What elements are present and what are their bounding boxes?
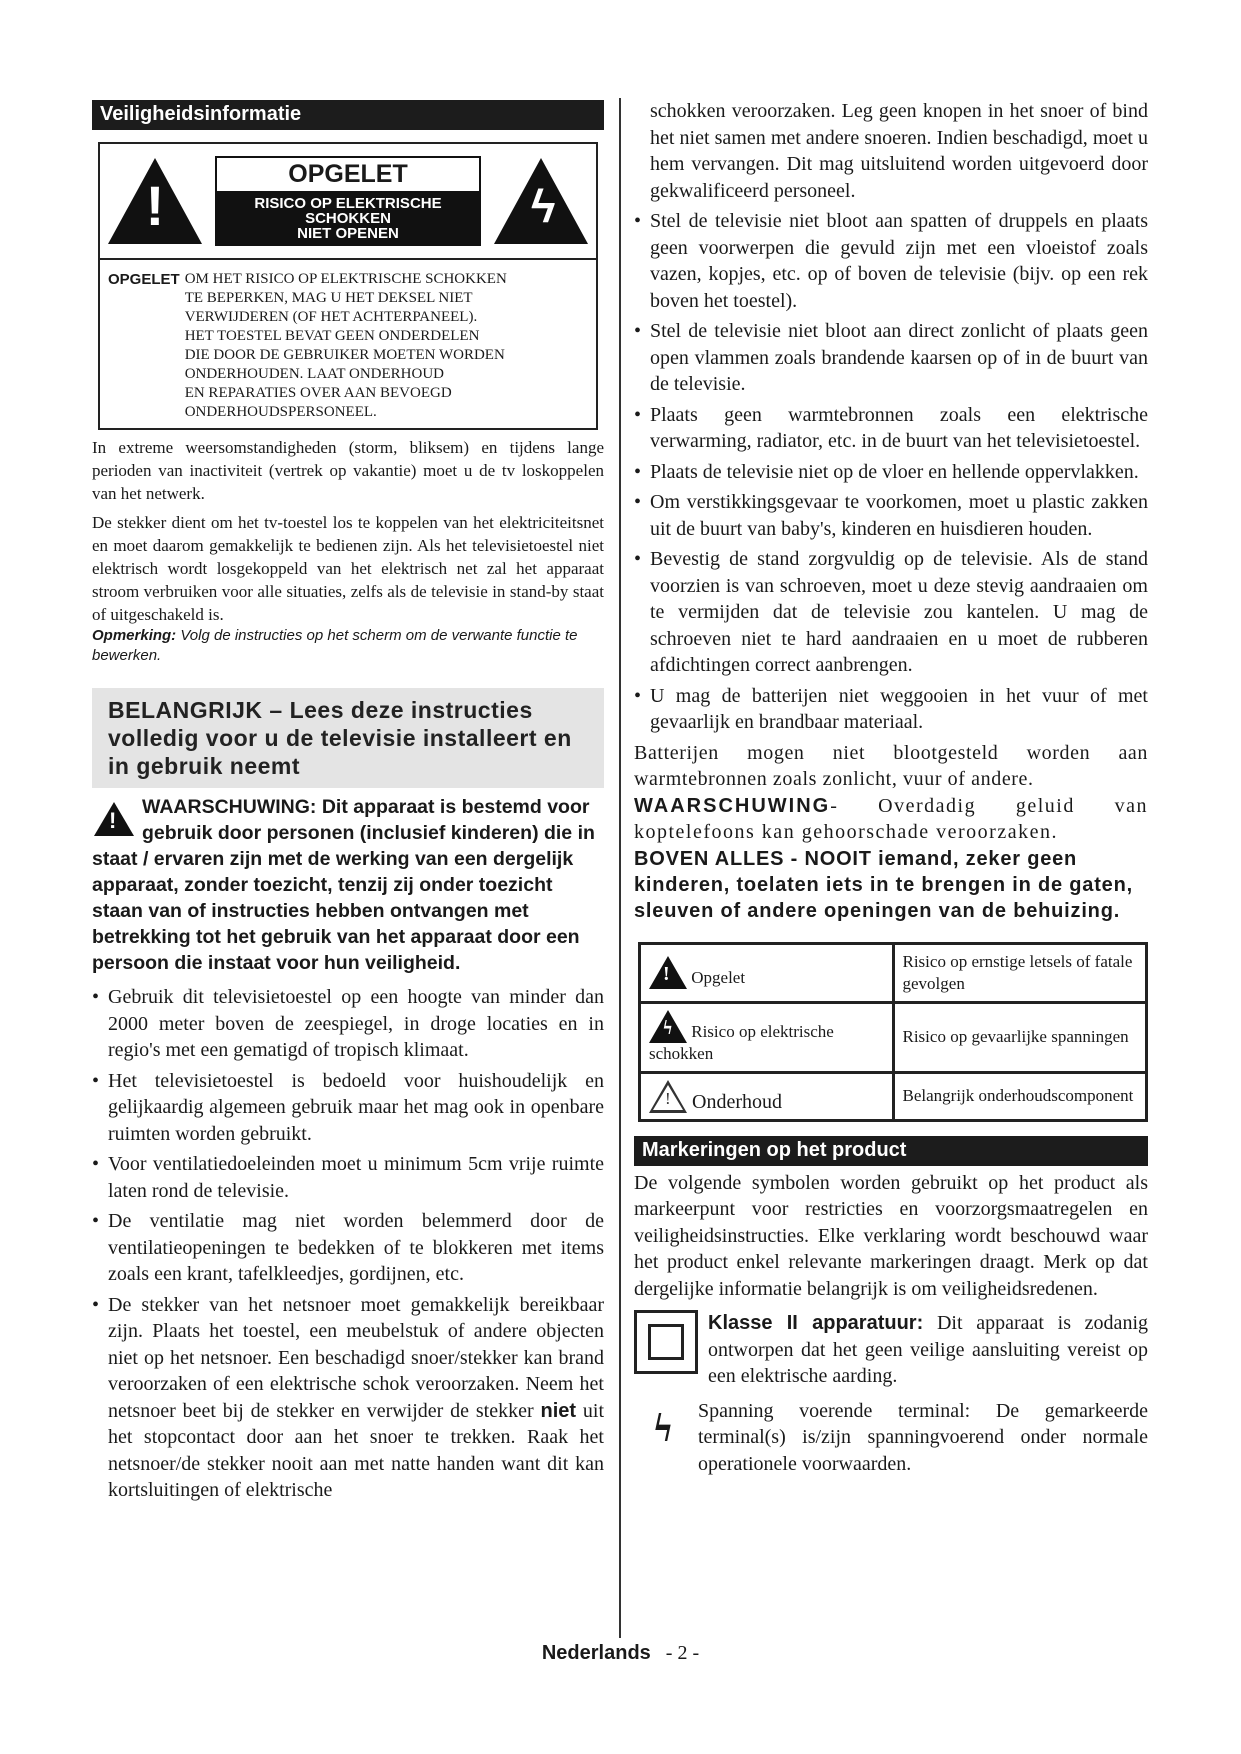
outline-warning-triangle-icon: ! <box>649 1080 687 1113</box>
caution-box: ! OPGELET RISICO OP ELEKTRISCHE SCHOKKEN NIET OPENEN ϟ OPGELET OM HET RISICO OP ELEKTRISCHE SCHOKKEN TE BEPERKEN, MAG U HET DEKSEL NIET VERWIJDEREN (OF HET ACHTERPANEEL). HET TOESTEL BEVAT GEEN ONDERDELEN DIE DOOR DE GEBRUIKER MOETEN WORDEN ONDERHOUDEN. LAAT ONDERHOUD EN REPARATIES OVER AAN BEVOEGD ONDERHOUDSPERSONEEL. <box>98 142 598 430</box>
symbol-table <box>638 942 1148 1122</box>
section-title-safety: Veiligheidsinformatie <box>92 100 604 130</box>
warning-paragraph: ! WAARSCHUWING: Dit apparaat is bestemd voor gebruik door personen (inclusief kinderen) die in staat / ervaren zijn met de werking van een dergelijk apparaat, zonder toezicht, tenzij zij onder toezicht staan van of instructies hebben ontvangen met betrekking tot het gebruik van het apparaat door een persoon die instaat voor hun veiligheid. <box>92 796 595 974</box>
list-item: • U mag de batterijen niet weggooien in het vuur of met gevaarlijk en brandbaar materiaal. <box>634 683 1148 736</box>
list-item: • Bevestig de stand zorgvuldig op de televisie. Als de stand voorzien is van schroeven, moet u deze stevig aandraaien om te vermijden dat de televisie zou kantelen. U mag de schroeven niet te hard aandraaien en u moet de rubberen afdichtingen correct aanbrengen. <box>634 546 1148 679</box>
caution-text: OM HET RISICO OP ELEKTRISCHE SCHOKKEN TE BEPERKEN, MAG U HET DEKSEL NIET VERWIJDEREN (OF HET ACHTERPANEEL). HET TOESTEL BEVAT GEEN ONDERDELEN DIE DOOR DE GEBRUIKER MOETEN WORDEN ONDERHOUDEN. LAAT ONDERHOUD EN REPARATIES OVER AAN BEVOEGD ONDERHOUDSPERSONEEL. <box>184 271 507 420</box>
lightning-bolt-icon: ϟ <box>653 1404 673 1450</box>
note: Opmerking: Volg de instructies op het scherm om de verwante functie te bewerken. <box>92 627 578 664</box>
double-square-icon <box>634 1310 698 1374</box>
paragraph: schokken veroorzaken. Leg geen knopen in het snoer of bind het niet samen met andere snoeren. Indien beschadigd, moet u hem vervangen. Dit mag uitsluitend worden uitgevoerd door gekwalificeerd personeel. <box>650 100 1148 202</box>
table-row: ! Opgelet Risico op ernstige letsels of fatale gevolgen <box>640 943 1147 1002</box>
headphone-warning: WAARSCHUWING- Overdadig geluid van koptelefoons kan gehoorschade veroorzaken. <box>634 794 1148 843</box>
class2-marking: Klasse II apparatuur: Dit apparaat is zodanig ontworpen dat het geen veilige aansluiting vereist op een elektrische aarding. <box>634 1310 1148 1390</box>
list-item: • Het televisietoestel is bedoeld voor huishoudelijk en gelijkaardig algemeen gebruik maar het mag ook in openbare ruimten worden gebruikt. <box>92 1068 604 1148</box>
caution-label: OPGELET RISICO OP ELEKTRISCHE SCHOKKEN NIET OPENEN <box>215 156 481 246</box>
live-terminal-marking: ϟ Spanning voerende terminal: De gemarkeerde terminal(s) is/zijn spanningvoerend onder normale operationele voorwaarden. <box>634 1398 1148 1478</box>
exclamation-triangle-icon: ! <box>108 158 202 244</box>
table-row: ϟ Risico op elektrische schokken Risico op gevaarlijke spanningen <box>640 1002 1147 1072</box>
paragraph: Batterijen mogen niet blootgesteld worden aan warmtebronnen zoals zonlicht, vuur of andere. <box>634 741 1148 790</box>
safety-list <box>634 208 1148 736</box>
important-heading: BELANGRIJK – Lees deze instructies volledig voor u de televisie installeert en in gebruik neemt <box>92 688 604 788</box>
lightning-triangle-icon: ϟ <box>494 158 588 244</box>
page-footer: Nederlands - 2 - <box>541 1642 700 1664</box>
column-divider <box>619 98 621 1638</box>
warning-triangle-icon: ! <box>649 956 687 989</box>
warning-triangle-icon: ! <box>94 802 134 836</box>
table-row: ! Onderhoud Belangrijk onderhoudscomponent <box>640 1072 1147 1120</box>
lightning-triangle-icon: ϟ <box>649 1010 687 1043</box>
paragraph: De volgende symbolen worden gebruikt op het product als markeerpunt voor restricties en voorzorgsmaatregelen en veiligheidsinstructies. Elke verklaring wordt beschouwd waar het product enkel relevante markeringen draagt. Merk op dat dergelijke informatie belangrijk is om veiligheidsredenen. <box>634 1171 1148 1300</box>
list-item: • De stekker van het netsnoer moet gemakkelijk bereikbaar zijn. Plaats het toestel, een meubelstuk of andere objecten niet op het netsnoer. Een beschadigd snoer/stekker kan brand veroorzaken of een elektrische schok veroorzaken. Neem het netsnoer beet bij de stekker en verwijder de stekker niet uit het stopcontact door aan het snoer te trekken. Raak het netsnoer/de stekker nooit aan met natte handen want dit kan kortsluitingen of elektrische <box>92 1292 604 1504</box>
left-column <box>92 100 604 1508</box>
list-item: • Stel de televisie niet bloot aan direct zonlicht of plaats geen open vlammen zoals brandende kaarsen op of in de buurt van de televisie. <box>634 318 1148 398</box>
list-item: • Plaats geen warmtebronnen zoals een elektrische verwarming, radiator, etc. in de buurt van het televisietoestel. <box>634 402 1148 455</box>
list-item: • Om verstikkingsgevaar te voorkomen, moet u plastic zakken uit de buurt van baby's, kinderen en huisdieren houden. <box>634 489 1148 542</box>
boven-alles-warning: BOVEN ALLES - NOOIT iemand, zeker geen kinderen, toelaten iets in te brengen in de gaten, sleuven of andere openingen van de behuizing. <box>634 847 1133 922</box>
list-item: • De ventilatie mag niet worden belemmerd door de ventilatieopeningen te bedekken of te blokkeren met items zoals een krant, tafelkleedjes, gordijnen, etc. <box>92 1208 604 1288</box>
section-title-markings: Markeringen op het product <box>634 1136 1148 1166</box>
safety-list <box>92 984 604 1504</box>
paragraph: De stekker dient om het tv-toestel los te koppelen van het elektriciteitsnet en moet daarom gemakkelijk te bedienen zijn. Als het televisietoestel niet elektrisch wordt losgekoppeld van het elektrisch net zal het apparaat stroom verbruiken voor alle situaties, zelfs als de televisie in stand-by staat of uitgeschakeld is. <box>92 513 604 624</box>
paragraph: In extreme weersomstandigheden (storm, bliksem) en tijdens lange perioden van inactiviteit (vertrek op vakantie) moet u de tv loskoppelen van het netwerk. <box>92 438 604 503</box>
list-item: • Plaats de televisie niet op de vloer en hellende oppervlakken. <box>634 459 1148 486</box>
list-item: • Stel de televisie niet bloot aan spatten of druppels en plaats geen voorwerpen die gevuld zijn met een vloeistof zoals vazen, kopjes, etc. op of boven de televisie (bijv. op een rek boven het toestel). <box>634 208 1148 314</box>
list-item: • Gebruik dit televisietoestel op een hoogte van minder dan 2000 meter boven de zeespiegel, in droge locaties en in regio's met een gematigd of tropisch klimaat. <box>92 984 604 1064</box>
list-item: • Voor ventilatiedoeleinden moet u minimum 5cm vrije ruimte laten rond de televisie. <box>92 1151 604 1204</box>
right-column <box>634 98 1148 1477</box>
